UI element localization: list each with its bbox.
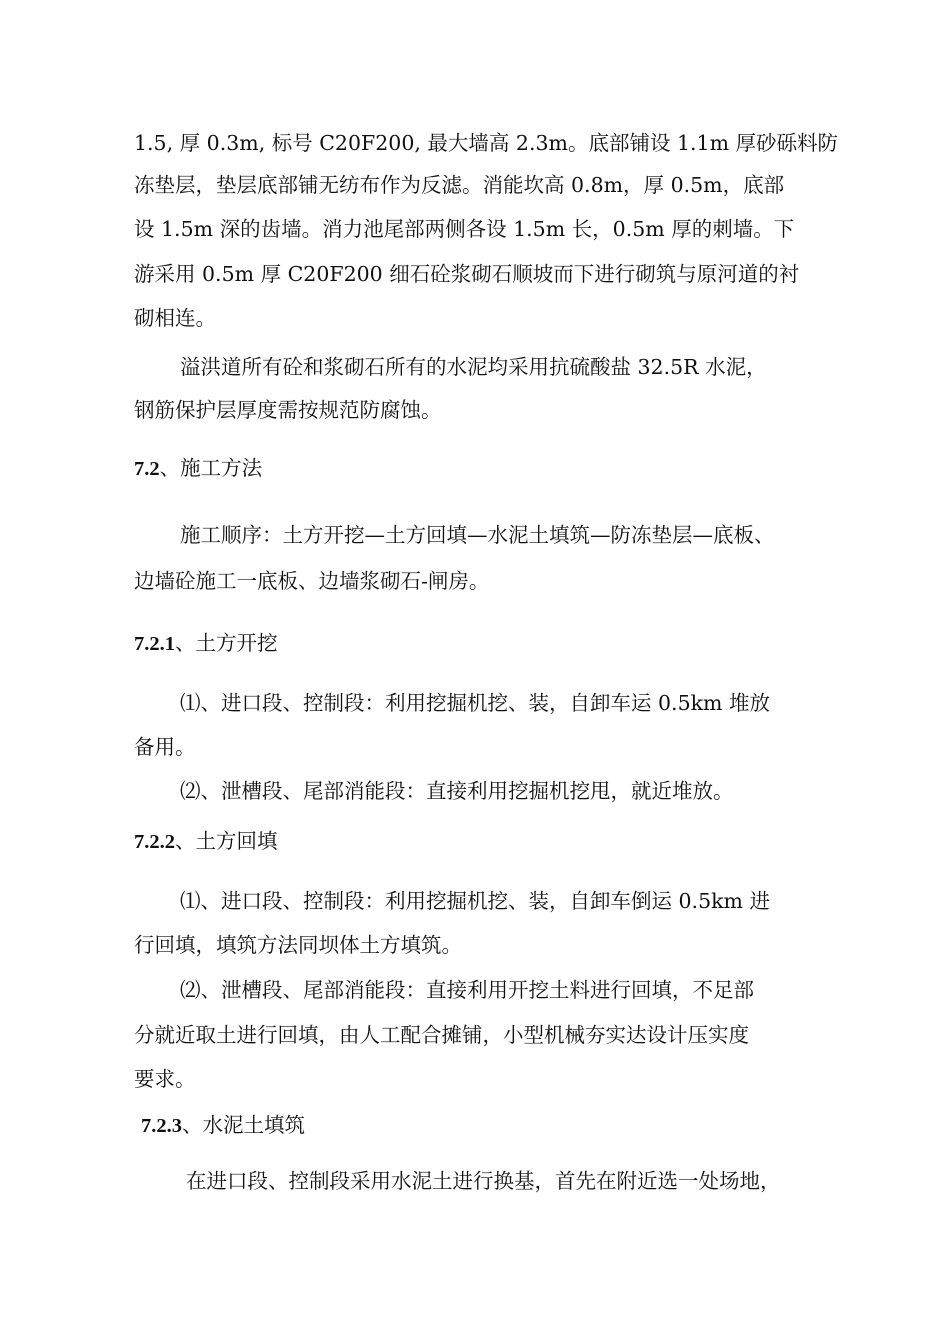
- section-heading-7-2-3: [141, 1110, 305, 1141]
- paragraph-line: 在进口段、控制段采用水泥土进行换基，首先在附近选一处场地，: [186, 1169, 781, 1193]
- heading-number: 7.2.2: [134, 831, 175, 853]
- paragraph-line: 砌相连。: [134, 306, 216, 330]
- heading-title: 、施工方法: [159, 456, 263, 480]
- paragraph-line: 边墙砼施工一底板、边墙浆砌石-闸房。: [134, 569, 490, 593]
- section-heading-7-2: [134, 453, 262, 484]
- paragraph-line: 施工顺序：土方开挖—土方回填—水泥土填筑—防冻垫层—底板、: [180, 523, 775, 547]
- section-heading-7-2-2: [134, 826, 278, 857]
- paragraph-line: 备用。: [134, 735, 196, 759]
- heading-title: 、土方开挖: [175, 631, 278, 655]
- paragraph-line: ⑵、泄槽段、尾部消能段：直接利用挖掘机挖甩，就近堆放。: [180, 779, 734, 803]
- paragraph-line: 要求。: [134, 1067, 196, 1091]
- heading-title: 、土方回填: [175, 829, 278, 853]
- paragraph-line: 1.5, 厚 0.3m, 标号 C20F200, 最大墙高 2.3m。底部铺设 1.1m 厚砂砾料防: [134, 131, 839, 155]
- heading-title: 、水泥土填筑: [182, 1113, 305, 1137]
- paragraph-line: 游采用 0.5m 厚 C20F200 细石砼浆砌石顺坡而下进行砌筑与原河道的衬: [134, 262, 800, 286]
- paragraph-line: 钢筋保护层厚度需按规范防腐蚀。: [134, 398, 442, 422]
- heading-number: 7.2: [134, 458, 160, 480]
- paragraph-line: 冻垫层，垫层底部铺无纺布作为反滤。消能坎高 0.8m，厚 0.5m，底部: [134, 173, 785, 197]
- paragraph-line: 溢洪道所有砼和浆砌石所有的水泥均采用抗硫酸盐 32.5R 水泥，: [180, 355, 767, 379]
- paragraph-line: ⑵、泄槽段、尾部消能段：直接利用开挖土料进行回填，不足部: [180, 978, 754, 1002]
- paragraph-line: ⑴、进口段、控制段：利用挖掘机挖、装，自卸车运 0.5km 堆放: [180, 691, 770, 715]
- section-heading-7-2-1: [134, 628, 278, 659]
- paragraph-line: 行回填，填筑方法同坝体土方填筑。: [134, 933, 462, 957]
- paragraph-line: 设 1.5m 深的齿墙。消力池尾部两侧各设 1.5m 长，0.5m 厚的刺墙。下: [134, 217, 795, 241]
- paragraph-line: ⑴、进口段、控制段：利用挖掘机挖、装，自卸车倒运 0.5km 进: [180, 889, 770, 913]
- paragraph-line: 分就近取土进行回填，由人工配合摊铺，小型机械夯实达设计压实度: [134, 1023, 749, 1047]
- heading-number: 7.2.3: [141, 1115, 182, 1137]
- heading-number: 7.2.1: [134, 633, 175, 655]
